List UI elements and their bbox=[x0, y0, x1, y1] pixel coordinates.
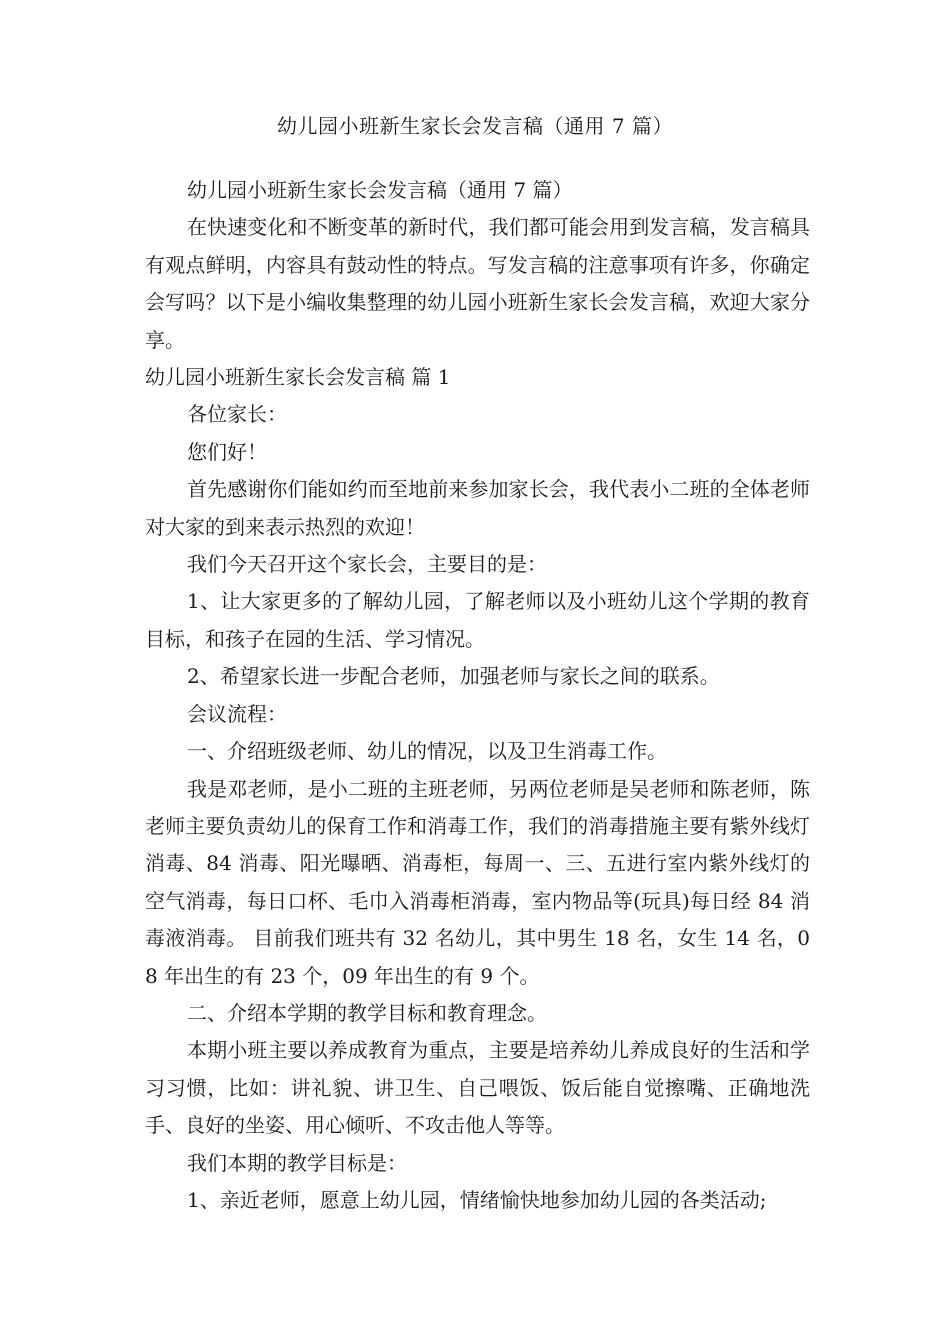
paragraph: 我是邓老师，是小二班的主班老师，另两位老师是吴老师和陈老师，陈老师主要负责幼儿的保育工作和消毒工作，我们的消毒措施主要有紫外线灯消毒、84 消毒、阳光曝晒、消毒柜，每周一、三、五进行室内紫外线灯的空气消毒，每日口杯、毛巾入消毒柜消毒，室内物品等(玩具)每日经 84 消毒液消毒。 目前我们班共有 32 名幼儿，其中男生 18 名，女生 14 名，08 年出生的有 23 个，09 年出生的有 9 个。 bbox=[145, 776, 810, 988]
paragraph: 我们今天召开这个家长会，主要目的是： bbox=[187, 552, 547, 577]
paragraph: 各位家长： bbox=[187, 402, 287, 427]
document-body bbox=[145, 172, 810, 1219]
paragraph: 我们本期的教学目标是： bbox=[187, 1150, 407, 1175]
paragraph: 本期小班主要以养成教育为重点，主要是培养幼儿养成良好的生活和学习习惯，比如：讲礼貌、讲卫生、自己喂饭、饭后能自觉擦嘴、正确地洗手、良好的坐姿、用心倾听、不攻击他人等等。 bbox=[145, 1038, 810, 1138]
section-heading: 幼儿园小班新生家长会发言稿 篇 1 bbox=[145, 365, 451, 390]
paragraph: 在快速变化和不断变革的新时代，我们都可能会用到发言稿，发言稿具有观点鲜明，内容具有鼓动性的特点。写发言稿的注意事项有许多，你确定会写吗？以下是小编收集整理的幼儿园小班新生家长会发言稿，欢迎大家分享。 bbox=[145, 215, 810, 352]
paragraph: 二、介绍本学期的教学目标和教育理念。 bbox=[187, 1000, 547, 1025]
list-item: 1、亲近老师，愿意上幼儿园，情绪愉快地参加幼儿园的各类活动; bbox=[187, 1187, 767, 1212]
paragraph: 一、介绍班级老师、幼儿的情况，以及卫生消毒工作。 bbox=[187, 739, 667, 764]
paragraph: 首先感谢你们能如约而至地前来参加家长会，我代表小二班的全体老师对大家的到来表示热烈的欢迎！ bbox=[145, 477, 810, 539]
paragraph: 幼儿园小班新生家长会发言稿（通用 7 篇） bbox=[187, 178, 573, 202]
paragraph: 您们好！ bbox=[187, 439, 267, 464]
list-item: 1、让大家更多的了解幼儿园，了解老师以及小班幼儿这个学期的教育目标，和孩子在园的生活、学习情况。 bbox=[145, 589, 810, 651]
list-item: 2、希望家长进一步配合老师，加强老师与家长之间的联系。 bbox=[187, 664, 720, 689]
document-title: 幼儿园小班新生家长会发言稿（通用 7 篇） bbox=[277, 114, 673, 138]
paragraph: 会议流程： bbox=[187, 701, 287, 726]
